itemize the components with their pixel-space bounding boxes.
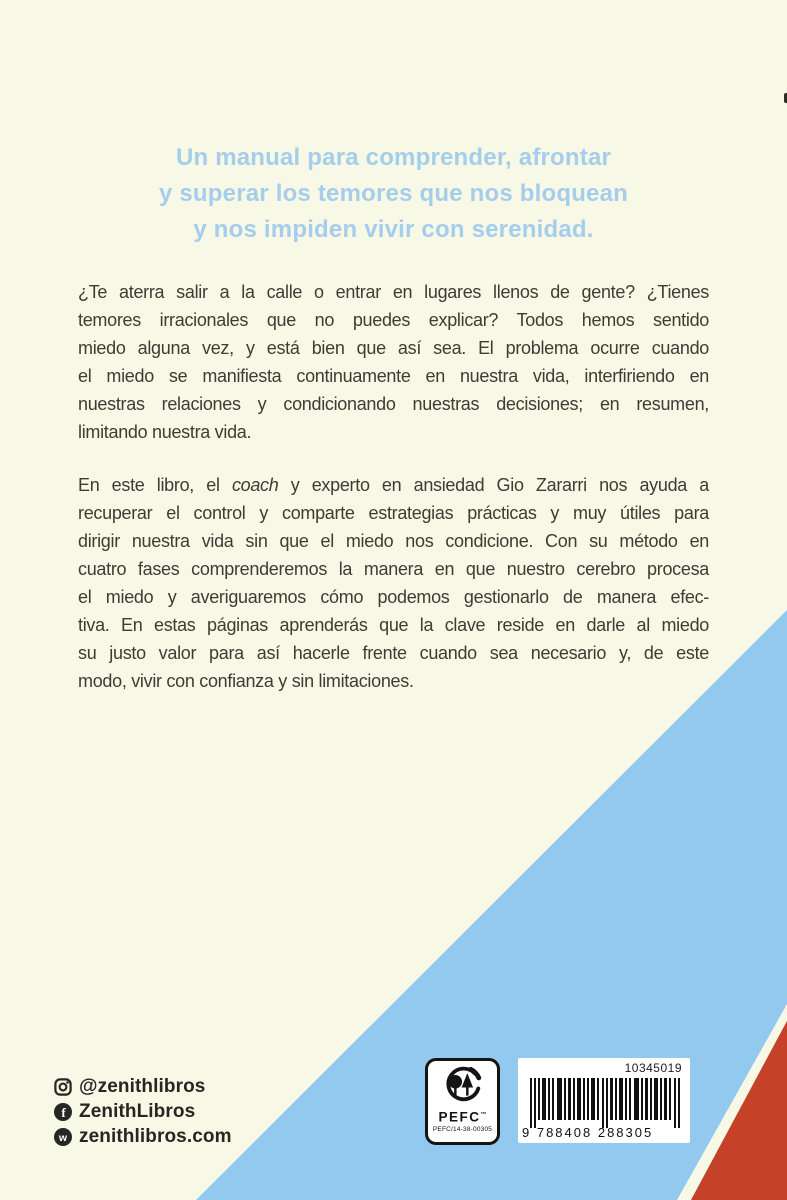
- pefc-cert-number: PEFC/14-38-00305: [432, 1125, 493, 1133]
- body-line: ¿Te aterra salir a la calle o entrar en lugares llenos de gente? ¿Tienes: [78, 282, 709, 302]
- svg-text:w: w: [58, 1131, 68, 1144]
- body-text-segment: y experto en ansiedad Gio Zararri nos ayuda a: [278, 475, 709, 495]
- paragraph-1: [78, 278, 709, 446]
- social-row-website: [54, 1124, 232, 1149]
- tagline-line: y superar los temores que nos bloquean: [158, 180, 629, 207]
- body-line: nuestras relaciones y condicionando nuestras decisiones; en resumen,: [78, 394, 709, 414]
- pefc-emblem-icon: [440, 1066, 486, 1108]
- tagline-line: Un manual para comprender, afrontar: [175, 144, 612, 171]
- italic-word: coach: [231, 475, 279, 495]
- pefc-label-text: PEFC: [438, 1109, 481, 1125]
- body-line: el miedo se manifiesta continuamente en nuestra vida, interfiriendo en: [78, 366, 709, 386]
- body-line: [78, 471, 709, 499]
- social-handle: ZenithLibros: [79, 1100, 196, 1122]
- social-handle: @zenithlibros: [79, 1075, 206, 1097]
- body-line: cuatro fases comprenderemos la manera en que nuestro cerebro procesa: [78, 559, 709, 579]
- tagline-line: y nos impiden vivir con serenidad.: [193, 216, 594, 243]
- website-icon: [54, 1128, 72, 1146]
- social-handle: zenithlibros.com: [79, 1125, 232, 1147]
- tagline: [0, 140, 787, 248]
- pefc-tm-mark: ™: [480, 1112, 487, 1118]
- social-row-instagram: [54, 1074, 232, 1099]
- body-line: el miedo y averiguaremos cómo podemos gestionarlo de manera efec-: [78, 587, 709, 607]
- pefc-logo: [425, 1058, 500, 1145]
- svg-text:f: f: [61, 1104, 66, 1120]
- instagram-icon: [54, 1078, 72, 1096]
- body-line: miedo alguna vez, y está bien que así sea. El problema ocurre cuando: [78, 338, 709, 358]
- barcode-number: 10345019: [624, 1061, 682, 1075]
- body-line: dirigir nuestra vida sin que el miedo nos condicione. Con su método en: [78, 531, 709, 551]
- social-row-facebook: [54, 1099, 232, 1124]
- body-line: temores irracionales que no puedes explicar? Todos hemos sentido: [78, 310, 709, 330]
- isbn-digits: 9 788408 288305: [522, 1125, 654, 1140]
- barcode-panel: [518, 1058, 690, 1143]
- body-text-segment: En este libro, el: [78, 475, 232, 495]
- body-line: su justo valor para así hacerle frente cuando sea necesario y, de este: [78, 643, 709, 663]
- paragraph-2: [78, 471, 709, 695]
- body-line: tiva. En estas páginas aprenderás que la clave reside en darle al miedo: [78, 615, 709, 635]
- body-line: limitando nuestra vida.: [78, 422, 252, 442]
- body-line: modo, vivir con confianza y sin limitaciones.: [78, 671, 414, 691]
- barcode-icon: [530, 1078, 680, 1128]
- pefc-label: [438, 1108, 486, 1125]
- social-links: [54, 1074, 232, 1149]
- facebook-icon: [54, 1103, 72, 1121]
- body-line: recuperar el control y comparte estrategias prácticas y muy útiles para: [78, 503, 709, 523]
